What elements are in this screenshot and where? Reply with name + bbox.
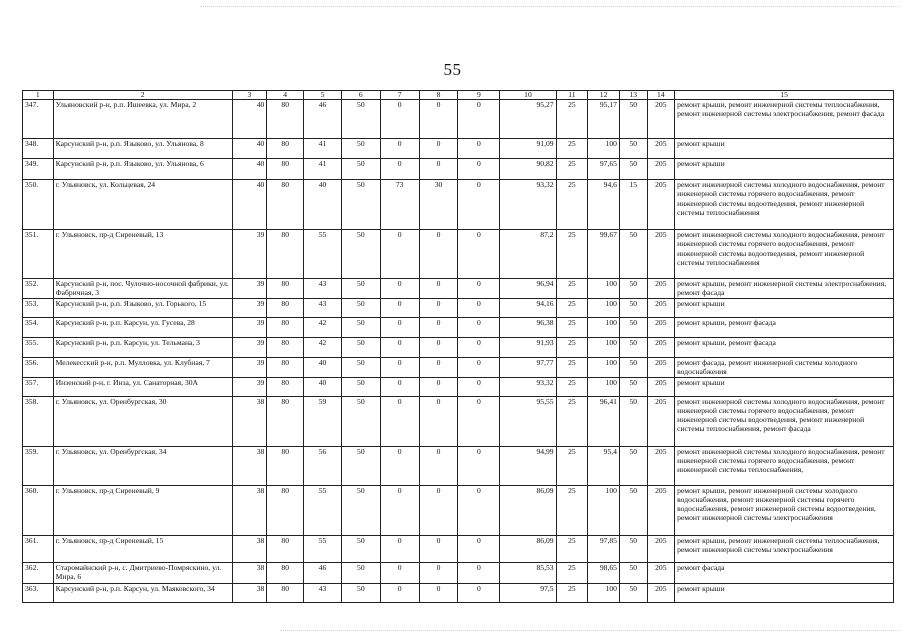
cell-n: 356. [23,357,54,377]
cell-c5: 40 [304,180,342,230]
cell-c10: 86,09 [500,485,556,535]
cell-c3: 39 [232,230,267,279]
table-row [23,535,894,562]
cell-c9: 0 [458,337,500,357]
cell-c7: 73 [380,180,419,230]
cell-c14: 205 [647,180,675,230]
cell-n: 355. [23,337,54,357]
cell-c10: 93,32 [500,377,556,396]
cell-c9: 0 [458,298,500,317]
cell-c14: 205 [647,446,675,485]
cell-c10: 95,55 [500,396,556,446]
cell-c3: 39 [232,337,267,357]
cell-works: ремонт крыши, ремонт фасада [675,337,894,357]
cell-n: 362. [23,562,54,583]
cell-c13: 50 [619,562,647,583]
cell-c14: 205 [647,279,675,299]
cell-c12: 100 [588,485,620,535]
cell-c11: 25 [556,159,588,180]
cell-c6: 50 [341,317,380,337]
cell-c9: 0 [458,100,500,139]
cell-addr: г. Ульяновск, ул. Оренбургская, 30 [53,396,232,446]
cell-c6: 50 [341,535,380,562]
cell-c9: 0 [458,180,500,230]
cell-c8: 0 [419,100,458,139]
cell-works: ремонт крыши [675,159,894,180]
cell-c11: 25 [556,396,588,446]
cell-c9: 0 [458,485,500,535]
cell-c13: 50 [619,337,647,357]
cell-c4: 80 [267,230,304,279]
cell-c11: 25 [556,230,588,279]
cell-addr: г. Ульяновск, пр-д Сиреневый, 15 [53,535,232,562]
cell-c12: 100 [588,583,620,602]
column-header: 13 [619,91,647,100]
cell-c12: 100 [588,279,620,299]
cell-c7: 0 [380,279,419,299]
cell-c11: 25 [556,583,588,602]
cell-addr: Карсунский р-н, р.п. Карсун, ул. Тельмана, 3 [53,337,232,357]
cell-c6: 50 [341,485,380,535]
repair-registry-table [22,90,894,603]
cell-c5: 40 [304,377,342,396]
cell-c10: 94,16 [500,298,556,317]
table-row [23,317,894,337]
cell-c4: 80 [267,298,304,317]
cell-works: ремонт крыши, ремонт инженерной системы теплоснабжения, ремонт инженерной системы электроснабжения, ремонт фасада [675,100,894,139]
cell-works: ремонт крыши [675,377,894,396]
cell-c5: 55 [304,230,342,279]
cell-addr: Инзенский р-н, г. Инза, ул. Санаторная, 30А [53,377,232,396]
cell-addr: Карсунский р-н, р.п. Языково, ул. Горького, 15 [53,298,232,317]
cell-c11: 25 [556,562,588,583]
cell-c13: 50 [619,298,647,317]
cell-n: 358. [23,396,54,446]
column-header: 15 [675,91,894,100]
cell-c10: 90,82 [500,159,556,180]
cell-c3: 39 [232,357,267,377]
cell-c14: 205 [647,100,675,139]
cell-c6: 50 [341,298,380,317]
cell-n: 361. [23,535,54,562]
cell-addr: Карсунский р-н, р.п. Языково, ул. Ульянова, 8 [53,139,232,159]
cell-c3: 38 [232,535,267,562]
cell-n: 347. [23,100,54,139]
cell-n: 349. [23,159,54,180]
cell-c12: 98,65 [588,562,620,583]
cell-c7: 0 [380,583,419,602]
cell-c13: 50 [619,583,647,602]
cell-n: 350. [23,180,54,230]
cell-addr: Карсунский р-н, пос. Чулочно-носочной фабрики, ул. Фабричная, 3 [53,279,232,299]
cell-c14: 205 [647,396,675,446]
cell-c12: 100 [588,377,620,396]
cell-works: ремонт крыши [675,583,894,602]
table-row [23,100,894,139]
cell-c8: 0 [419,139,458,159]
cell-c14: 205 [647,377,675,396]
cell-works: ремонт крыши, ремонт инженерной системы теплоснабжения, ремонт инженерной системы электроснабжения [675,535,894,562]
cell-addr: г. Ульяновск, пр-д Сиреневый, 13 [53,230,232,279]
cell-c11: 25 [556,357,588,377]
cell-works: ремонт фасада [675,562,894,583]
cell-c13: 50 [619,485,647,535]
cell-c4: 80 [267,100,304,139]
cell-c8: 0 [419,337,458,357]
cell-c6: 50 [341,583,380,602]
cell-c13: 50 [619,159,647,180]
cell-c14: 205 [647,139,675,159]
table-row [23,583,894,602]
cell-c6: 50 [341,279,380,299]
cell-c11: 25 [556,139,588,159]
column-header: 1 [23,91,54,100]
cell-c7: 0 [380,139,419,159]
cell-addr: Старомайнский р-н, с. Дмитриево-Помряскино, ул. Мира, 6 [53,562,232,583]
cell-c7: 0 [380,317,419,337]
cell-c4: 80 [267,396,304,446]
cell-c3: 39 [232,317,267,337]
cell-c6: 50 [341,159,380,180]
cell-c10: 97,5 [500,583,556,602]
cell-c9: 0 [458,446,500,485]
cell-c4: 80 [267,535,304,562]
cell-c11: 25 [556,535,588,562]
cell-c6: 50 [341,562,380,583]
cell-addr: Карсунский р-н, р.п. Языково, ул. Ульянова, 6 [53,159,232,180]
table-body [23,100,894,603]
cell-works: ремонт фасада, ремонт инженерной системы холодного водоснабжения [675,357,894,377]
cell-c14: 205 [647,317,675,337]
cell-c6: 50 [341,357,380,377]
column-header: 12 [588,91,620,100]
cell-c14: 205 [647,230,675,279]
cell-n: 363. [23,583,54,602]
cell-c4: 80 [267,377,304,396]
cell-c4: 80 [267,180,304,230]
cell-c3: 39 [232,377,267,396]
cell-c14: 205 [647,535,675,562]
table-row [23,180,894,230]
cell-c10: 96,38 [500,317,556,337]
cell-works: ремонт инженерной системы холодного водоснабжения, ремонт инженерной системы горячего водоснабжения, ремонт инженерной системы теплоснабжения, [675,446,894,485]
cell-c12: 100 [588,298,620,317]
cell-c13: 50 [619,396,647,446]
cell-n: 357. [23,377,54,396]
cell-c9: 0 [458,159,500,180]
cell-c6: 50 [341,100,380,139]
cell-c6: 50 [341,377,380,396]
column-header: 14 [647,91,675,100]
cell-c10: 95,27 [500,100,556,139]
table-row [23,298,894,317]
cell-c10: 93,32 [500,180,556,230]
cell-c5: 55 [304,535,342,562]
column-header: 4 [267,91,304,100]
cell-c8: 0 [419,279,458,299]
column-header: 2 [53,91,232,100]
table-row [23,562,894,583]
cell-works: ремонт крыши [675,298,894,317]
cell-c7: 0 [380,159,419,180]
cell-c12: 96,41 [588,396,620,446]
cell-c9: 0 [458,139,500,159]
table-row [23,279,894,299]
cell-addr: г. Ульяновск, ул. Оренбургская, 34 [53,446,232,485]
cell-c5: 43 [304,298,342,317]
cell-c8: 0 [419,583,458,602]
cell-addr: г. Ульяновск, ул. Кольцевая, 24 [53,180,232,230]
cell-c9: 0 [458,535,500,562]
cell-c12: 97,65 [588,159,620,180]
cell-c12: 100 [588,139,620,159]
cell-c3: 40 [232,100,267,139]
cell-c13: 50 [619,357,647,377]
cell-c6: 50 [341,396,380,446]
cell-works: ремонт крыши, ремонт инженерной системы холодного водоснабжения, ремонт инженерной системы горячего водоснабжения, ремонт инженерной системы водоотведения, ремонт инженерной системы электроснабжения [675,485,894,535]
cell-c4: 80 [267,446,304,485]
cell-n: 352. [23,279,54,299]
cell-n: 360. [23,485,54,535]
cell-c3: 38 [232,446,267,485]
cell-c8: 0 [419,446,458,485]
cell-c11: 25 [556,337,588,357]
cell-works: ремонт крыши, ремонт фасада [675,317,894,337]
cell-c9: 0 [458,377,500,396]
cell-c12: 94,6 [588,180,620,230]
cell-c10: 91,93 [500,337,556,357]
cell-c7: 0 [380,562,419,583]
cell-c3: 38 [232,485,267,535]
cell-c7: 0 [380,100,419,139]
page-number: 55 [443,60,462,79]
cell-c3: 39 [232,279,267,299]
cell-c8: 0 [419,535,458,562]
cell-n: 359. [23,446,54,485]
cell-c4: 80 [267,159,304,180]
cell-c11: 25 [556,446,588,485]
cell-c8: 0 [419,396,458,446]
cell-c12: 97,85 [588,535,620,562]
cell-c5: 46 [304,562,342,583]
cell-c4: 80 [267,317,304,337]
cell-c12: 100 [588,357,620,377]
cell-c12: 95,4 [588,446,620,485]
cell-c4: 80 [267,279,304,299]
cell-c11: 25 [556,180,588,230]
cell-c7: 0 [380,396,419,446]
cell-c4: 80 [267,562,304,583]
cell-works: ремонт крыши [675,139,894,159]
cell-c3: 38 [232,562,267,583]
cell-c5: 42 [304,337,342,357]
column-header: 6 [341,91,380,100]
cell-addr: Карсунский р-н, р.п. Карсун, ул. Маяковского, 34 [53,583,232,602]
column-header: 5 [304,91,342,100]
cell-works: ремонт инженерной системы холодного водоснабжения, ремонт инженерной системы горячего водоснабжения, ремонт инженерной системы водоотведения, ремонт инженерной системы теплоснабжения [675,230,894,279]
cell-c5: 40 [304,357,342,377]
cell-c13: 50 [619,100,647,139]
cell-c6: 50 [341,139,380,159]
cell-c5: 43 [304,279,342,299]
column-header: 10 [500,91,556,100]
cell-c10: 96,94 [500,279,556,299]
cell-c13: 50 [619,377,647,396]
cell-c9: 0 [458,583,500,602]
cell-c11: 25 [556,279,588,299]
cell-c10: 86,09 [500,535,556,562]
cell-n: 351. [23,230,54,279]
cell-c12: 95,17 [588,100,620,139]
cell-c11: 25 [556,317,588,337]
cell-n: 353. [23,298,54,317]
cell-c6: 50 [341,337,380,357]
table-row [23,446,894,485]
cell-c8: 0 [419,562,458,583]
cell-c9: 0 [458,357,500,377]
cell-c5: 41 [304,159,342,180]
scan-artifact-top [200,6,900,9]
cell-works: ремонт инженерной системы холодного водоснабжения, ремонт инженерной системы горячего водоснабжения, ремонт инженерной системы водоотведения, ремонт инженерной системы теплоснабжения, ремонт фасада [675,396,894,446]
cell-c4: 80 [267,357,304,377]
cell-c13: 50 [619,446,647,485]
column-header: 7 [380,91,419,100]
cell-c4: 80 [267,485,304,535]
cell-c5: 41 [304,139,342,159]
column-header: 8 [419,91,458,100]
cell-c4: 80 [267,337,304,357]
cell-c11: 25 [556,100,588,139]
cell-c14: 205 [647,159,675,180]
table-row [23,396,894,446]
cell-addr: Карсунский р-н, р.п. Карсун, ул. Гусева, 28 [53,317,232,337]
cell-c6: 50 [341,230,380,279]
cell-c13: 50 [619,230,647,279]
cell-addr: г. Ульяновск, пр-д Сиреневый, 9 [53,485,232,535]
cell-c4: 80 [267,583,304,602]
cell-c8: 0 [419,159,458,180]
cell-c12: 99,67 [588,230,620,279]
cell-works: ремонт инженерной системы холодного водоснабжения, ремонт инженерной системы горячего водоснабжения, ремонт инженерной системы водоотведения, ремонт инженерной системы теплоснабжения [675,180,894,230]
cell-c13: 50 [619,279,647,299]
cell-c8: 0 [419,230,458,279]
cell-c7: 0 [380,377,419,396]
cell-c8: 0 [419,485,458,535]
cell-c14: 205 [647,562,675,583]
cell-c13: 50 [619,139,647,159]
cell-c5: 42 [304,317,342,337]
table-row [23,485,894,535]
cell-c6: 50 [341,180,380,230]
cell-c7: 0 [380,298,419,317]
cell-c3: 40 [232,139,267,159]
cell-c7: 0 [380,337,419,357]
table-row [23,230,894,279]
cell-c3: 38 [232,583,267,602]
cell-c5: 46 [304,100,342,139]
column-header: 9 [458,91,500,100]
column-header: 3 [232,91,267,100]
cell-c3: 40 [232,180,267,230]
cell-c5: 43 [304,583,342,602]
cell-c8: 0 [419,357,458,377]
scan-artifact-bottom [280,630,900,633]
cell-n: 354. [23,317,54,337]
cell-c4: 80 [267,139,304,159]
cell-c9: 0 [458,396,500,446]
cell-c7: 0 [380,446,419,485]
cell-addr: Мелекесский р-н, р.п. Мулловка, ул. Клубная, 7 [53,357,232,377]
table-row [23,377,894,396]
header-row [23,91,894,100]
cell-c5: 55 [304,485,342,535]
cell-c9: 0 [458,562,500,583]
cell-c8: 0 [419,298,458,317]
cell-c13: 50 [619,317,647,337]
cell-c14: 205 [647,583,675,602]
cell-c5: 56 [304,446,342,485]
cell-c10: 87,2 [500,230,556,279]
cell-c8: 30 [419,180,458,230]
cell-c14: 205 [647,357,675,377]
cell-c6: 50 [341,446,380,485]
cell-n: 348. [23,139,54,159]
cell-c11: 25 [556,377,588,396]
cell-c10: 91,09 [500,139,556,159]
cell-c3: 38 [232,396,267,446]
cell-c14: 205 [647,337,675,357]
cell-c3: 40 [232,159,267,180]
cell-c8: 0 [419,377,458,396]
table-row [23,357,894,377]
cell-c11: 25 [556,485,588,535]
cell-c10: 85,53 [500,562,556,583]
cell-c7: 0 [380,535,419,562]
cell-c14: 205 [647,485,675,535]
cell-c7: 0 [380,357,419,377]
cell-c14: 205 [647,298,675,317]
cell-c5: 59 [304,396,342,446]
table-row [23,139,894,159]
cell-c13: 15 [619,180,647,230]
table-row [23,337,894,357]
cell-c13: 50 [619,535,647,562]
column-header: 11 [556,91,588,100]
cell-c11: 25 [556,298,588,317]
table-row [23,159,894,180]
cell-c7: 0 [380,485,419,535]
cell-c3: 39 [232,298,267,317]
cell-c12: 100 [588,317,620,337]
cell-c9: 0 [458,279,500,299]
cell-addr: Ульяновский р-н, р.п. Ишеевка, ул. Мира, 2 [53,100,232,139]
cell-c8: 0 [419,317,458,337]
cell-c12: 100 [588,337,620,357]
cell-c9: 0 [458,230,500,279]
cell-c10: 97,77 [500,357,556,377]
cell-c9: 0 [458,317,500,337]
cell-c7: 0 [380,230,419,279]
cell-c10: 94,99 [500,446,556,485]
cell-works: ремонт крыши, ремонт инженерной системы электроснабжения, ремонт фасада [675,279,894,299]
